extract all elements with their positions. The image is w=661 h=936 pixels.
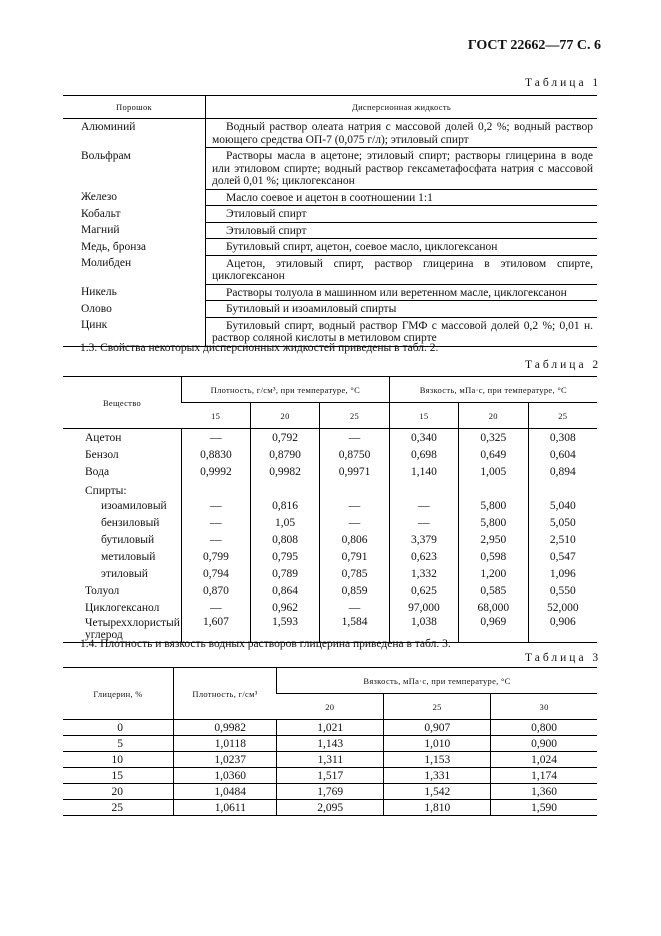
value-cell: 0,795 <box>250 548 319 565</box>
powder-cell: Никель <box>81 286 117 298</box>
table-row <box>63 239 597 256</box>
liquid-cell: Водный раствор олеата натрия с массовой долей 0,2 %; водный раствор моющего средства ОП-7 (0,075 г/л); этиловый спирт <box>206 119 598 148</box>
temperature-header: 20 <box>250 403 319 429</box>
table-1 <box>63 95 597 347</box>
value-cell: — <box>181 531 250 548</box>
value-cell: — <box>181 599 250 616</box>
value-cell: 0,547 <box>528 548 597 565</box>
powder-cell: Алюминий <box>81 121 136 133</box>
liquid-cell: Ацетон, этиловый спирт, раствор глицерина в этиловом спирте, циклогексанон <box>206 255 598 284</box>
value-cell: 0,870 <box>181 582 250 599</box>
viscosity-cell: 0,907 <box>384 720 491 736</box>
value-cell: 0,604 <box>528 446 597 463</box>
value-cell: 0,785 <box>320 565 389 582</box>
value-cell: 0,969 <box>459 616 528 643</box>
viscosity-cell: 1,143 <box>277 736 384 752</box>
table-row <box>63 255 597 284</box>
value-cell: 0,9992 <box>181 463 250 480</box>
value-cell <box>528 480 597 497</box>
value-cell: 0,585 <box>459 582 528 599</box>
value-cell: 0,808 <box>250 531 319 548</box>
powder-cell: Медь, бронза <box>81 240 147 253</box>
value-cell: — <box>320 514 389 531</box>
value-cell: 0,625 <box>389 582 458 599</box>
temperature-header: 15 <box>181 403 250 429</box>
liquid-cell: Бутиловый спирт, водный раствор ГМФ с массовой долей 0,2 %; 0,01 н. раствор соляной кислоты в метиловом спирте <box>206 317 598 346</box>
viscosity-cell: 1,542 <box>384 784 491 800</box>
table-row <box>63 119 597 148</box>
powder-cell: Олово <box>81 302 112 315</box>
substance-cell: Циклогексанол <box>85 601 160 614</box>
value-cell: 1,332 <box>389 565 458 582</box>
value-cell: 5,800 <box>459 514 528 531</box>
viscosity-cell: 1,153 <box>384 752 491 768</box>
glycerin-cell: 15 <box>63 768 174 784</box>
powder-cell: Кобальт <box>81 207 121 220</box>
viscosity-cell: 1,010 <box>384 736 491 752</box>
value-cell: 0,8750 <box>320 446 389 463</box>
col-density: Плотность, г/см³, при температуре, °С <box>181 377 389 403</box>
value-cell <box>181 480 250 497</box>
viscosity-cell: 0,800 <box>491 720 597 736</box>
density-cell: 1,0611 <box>174 800 277 816</box>
value-cell: 1,096 <box>528 565 597 582</box>
temperature-header: 20 <box>277 694 384 720</box>
value-cell: — <box>320 599 389 616</box>
table-row <box>63 800 597 816</box>
value-cell: 1,038 <box>389 616 458 643</box>
value-cell: — <box>181 497 250 514</box>
density-cell: 0,9982 <box>174 720 277 736</box>
value-cell: 0,794 <box>181 565 250 582</box>
value-cell: — <box>389 497 458 514</box>
value-cell: 0,698 <box>389 446 458 463</box>
glycerin-cell: 20 <box>63 784 174 800</box>
substance-cell: Спирты: <box>85 485 127 497</box>
value-cell: 52,000 <box>528 599 597 616</box>
table1-label: Таблица 1 <box>525 77 602 89</box>
value-cell: 1,584 <box>320 616 389 643</box>
powder-cell: Молибден <box>81 257 132 269</box>
substance-cell: Толуол <box>85 584 120 597</box>
value-cell: 5,040 <box>528 497 597 514</box>
substance-cell: бензиловый <box>101 516 160 529</box>
table-row <box>63 720 597 736</box>
table-2 <box>63 376 597 643</box>
value-cell <box>250 480 319 497</box>
value-cell: 0,623 <box>389 548 458 565</box>
table-row <box>63 429 597 447</box>
substance-cell: этиловый <box>101 567 148 580</box>
table-row <box>63 222 597 239</box>
value-cell: — <box>320 429 389 447</box>
value-cell: 1,200 <box>459 565 528 582</box>
table-row <box>63 548 597 565</box>
col-powder: Порошок <box>63 96 206 119</box>
temperature-header: 25 <box>528 403 597 429</box>
table-row <box>63 599 597 616</box>
viscosity-cell: 1,331 <box>384 768 491 784</box>
temperature-header: 25 <box>384 694 491 720</box>
value-cell: 0,9982 <box>250 463 319 480</box>
table-row <box>63 497 597 514</box>
table-row <box>63 189 597 206</box>
value-cell: 97,000 <box>389 599 458 616</box>
density-cell: 1,0360 <box>174 768 277 784</box>
table-row <box>63 768 597 784</box>
value-cell: 0,308 <box>528 429 597 447</box>
value-cell: 0,816 <box>250 497 319 514</box>
value-cell: 0,791 <box>320 548 389 565</box>
table-row <box>63 582 597 599</box>
viscosity-cell: 0,900 <box>491 736 597 752</box>
liquid-cell: Этиловый спирт <box>206 206 598 223</box>
value-cell: 2,950 <box>459 531 528 548</box>
value-cell: 0,906 <box>528 616 597 643</box>
liquid-cell: Этиловый спирт <box>206 222 598 239</box>
value-cell: 0,598 <box>459 548 528 565</box>
value-cell: 2,510 <box>528 531 597 548</box>
value-cell: 0,340 <box>389 429 458 447</box>
col-liquid: Дисперсионная жидкость <box>206 96 598 119</box>
density-cell: 1,0237 <box>174 752 277 768</box>
table-row <box>63 463 597 480</box>
value-cell: 1,607 <box>181 616 250 643</box>
substance-cell: метиловый <box>101 550 156 563</box>
value-cell: 1,005 <box>459 463 528 480</box>
value-cell: 0,806 <box>320 531 389 548</box>
temperature-header: 30 <box>491 694 597 720</box>
liquid-cell: Растворы толуола в машинном или веретенном масле, циклогексанон <box>206 284 598 301</box>
value-cell: 68,000 <box>459 599 528 616</box>
table-3 <box>63 667 597 816</box>
table-row <box>63 301 597 318</box>
viscosity-cell: 1,769 <box>277 784 384 800</box>
powder-cell: Магний <box>81 224 120 236</box>
value-cell: 5,050 <box>528 514 597 531</box>
liquid-cell: Масло соевое и ацетон в соотношении 1:1 <box>206 189 598 206</box>
temperature-header: 25 <box>320 403 389 429</box>
col-density-3: Плотность, г/см³ <box>174 668 277 720</box>
substance-cell: Четыреххлористый углерод <box>85 617 180 641</box>
value-cell: 0,9971 <box>320 463 389 480</box>
value-cell: 1,05 <box>250 514 319 531</box>
density-cell: 1,0118 <box>174 736 277 752</box>
value-cell: 0,325 <box>459 429 528 447</box>
value-cell: 0,962 <box>250 599 319 616</box>
table-row <box>63 514 597 531</box>
value-cell: 0,8790 <box>250 446 319 463</box>
paragraph-1-4: 1.4. Плотность и вязкость водных растворов глицерина приведена в табл. 3. <box>80 638 451 650</box>
table-row <box>63 206 597 223</box>
col-viscosity-3: Вязкость, мПа·с, при температуре, °С <box>277 668 598 694</box>
table-row <box>63 148 597 190</box>
value-cell: — <box>320 497 389 514</box>
table3-label: Таблица 3 <box>525 652 602 664</box>
value-cell: 1,140 <box>389 463 458 480</box>
substance-cell: изоамиловый <box>101 499 167 512</box>
table-row <box>63 480 597 497</box>
value-cell: 0,799 <box>181 548 250 565</box>
liquid-cell: Бутиловый и изоамиловый спирты <box>206 301 598 318</box>
value-cell: — <box>389 514 458 531</box>
glycerin-cell: 25 <box>63 800 174 816</box>
value-cell: — <box>181 429 250 447</box>
density-cell: 1,0484 <box>174 784 277 800</box>
table-row <box>63 784 597 800</box>
substance-cell: Ацетон <box>85 431 122 444</box>
table-row <box>63 446 597 463</box>
viscosity-cell: 1,810 <box>384 800 491 816</box>
table-row <box>63 531 597 548</box>
viscosity-cell: 1,021 <box>277 720 384 736</box>
value-cell: 0,894 <box>528 463 597 480</box>
viscosity-cell: 2,095 <box>277 800 384 816</box>
viscosity-cell: 1,311 <box>277 752 384 768</box>
viscosity-cell: 1,174 <box>491 768 597 784</box>
substance-cell: бутиловый <box>101 533 155 546</box>
viscosity-cell: 1,590 <box>491 800 597 816</box>
viscosity-cell: 1,360 <box>491 784 597 800</box>
value-cell: — <box>181 514 250 531</box>
col-glycerin: Глицерин, % <box>63 668 174 720</box>
temperature-header: 20 <box>459 403 528 429</box>
viscosity-cell: 1,517 <box>277 768 384 784</box>
col-viscosity: Вязкость, мПа·с, при температуре, °С <box>389 377 597 403</box>
value-cell <box>320 480 389 497</box>
value-cell: 0,649 <box>459 446 528 463</box>
table-row <box>63 565 597 582</box>
value-cell: 1,593 <box>250 616 319 643</box>
value-cell: 0,792 <box>250 429 319 447</box>
glycerin-cell: 10 <box>63 752 174 768</box>
glycerin-cell: 0 <box>63 720 174 736</box>
table-row <box>63 752 597 768</box>
liquid-cell: Бутиловый спирт, ацетон, соевое масло, циклогексанон <box>206 239 598 256</box>
page-header: ГОСТ 22662—77 С. 6 <box>467 38 601 53</box>
powder-cell: Вольфрам <box>81 149 131 162</box>
temperature-header: 15 <box>389 403 458 429</box>
value-cell <box>459 480 528 497</box>
value-cell: 0,8830 <box>181 446 250 463</box>
value-cell: 0,789 <box>250 565 319 582</box>
powder-cell: Цинк <box>81 319 108 331</box>
value-cell: 0,864 <box>250 582 319 599</box>
powder-cell: Железо <box>81 191 118 203</box>
value-cell: 5,800 <box>459 497 528 514</box>
substance-cell: Вода <box>85 465 110 478</box>
table-row <box>63 736 597 752</box>
value-cell: 0,859 <box>320 582 389 599</box>
glycerin-cell: 5 <box>63 736 174 752</box>
value-cell: 3,379 <box>389 531 458 548</box>
table-row <box>63 284 597 301</box>
col-substance: Вещество <box>63 377 181 429</box>
viscosity-cell: 1,024 <box>491 752 597 768</box>
liquid-cell: Растворы масла в ацетоне; этиловый спирт; растворы глицерина в воде или этиловом спирте; водный раствор гексаметафосфата натрия с массовой долей 0,01 %; циклогексанон <box>206 148 598 190</box>
value-cell <box>389 480 458 497</box>
paragraph-1-3: 1.3. Свойства некоторых дисперсионных жидкостей приведены в табл. 2. <box>80 342 439 354</box>
table2-label: Таблица 2 <box>525 359 602 371</box>
value-cell: 0,550 <box>528 582 597 599</box>
substance-cell: Бензол <box>85 448 119 461</box>
